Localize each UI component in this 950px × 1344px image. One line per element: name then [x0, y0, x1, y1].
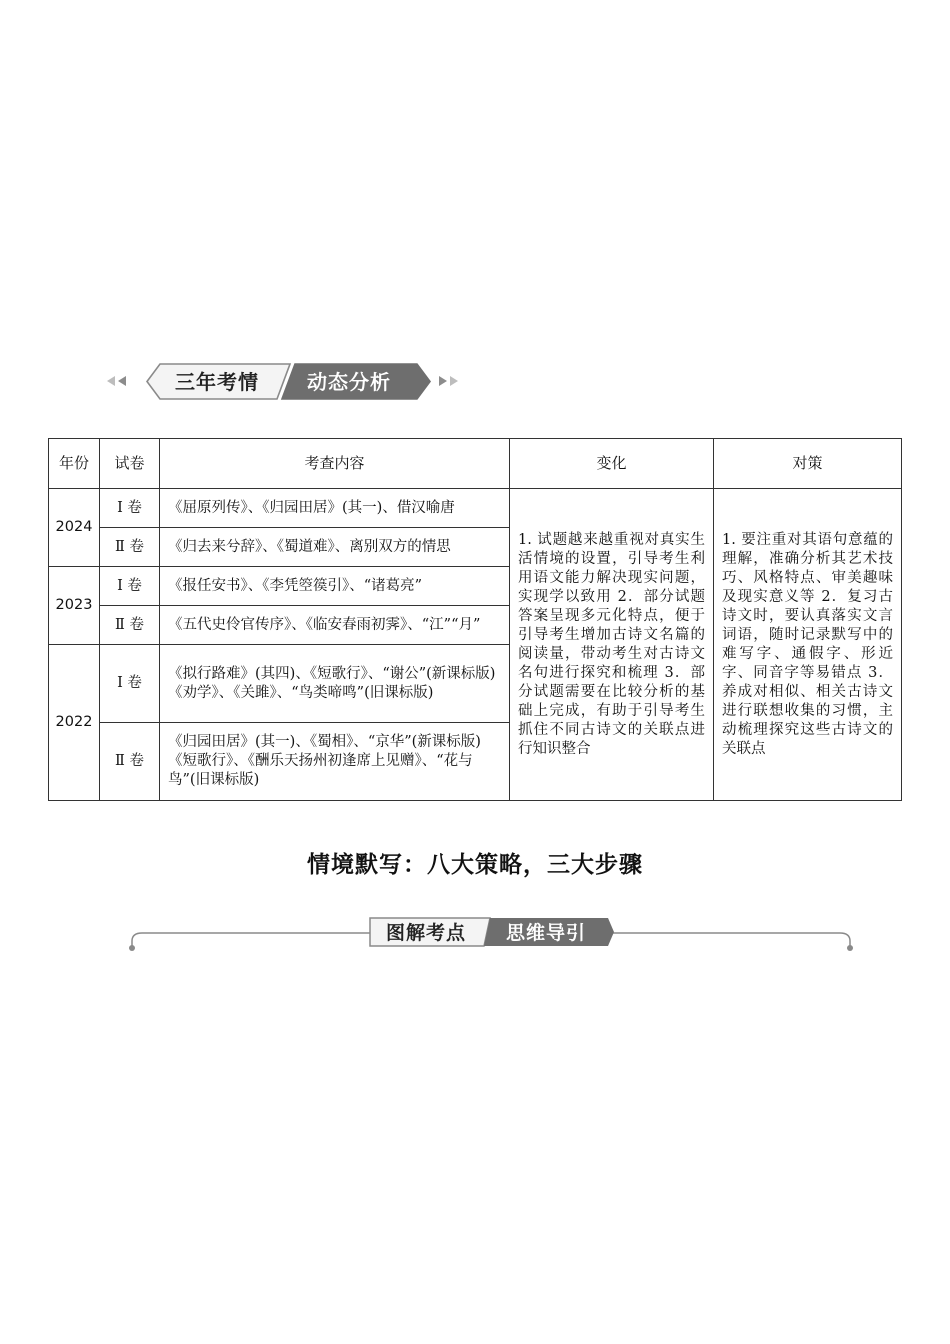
banner-title-right: 动态分析	[307, 370, 391, 394]
header-paper: 试卷	[100, 439, 160, 489]
content-cell: 《归园田居》(其一)、《蜀相》、“京华”(新课标版)《短歌行》、《酬乐天扬州初逢席上见赠》、“花与鸟”(旧课标版)	[160, 723, 510, 801]
strategy-cell: 1. 要注重对其语句意蕴的理解，准确分析其艺术技巧、风格特点、审美趣味及现实意义等 2．复习古诗文时，要认真落实文言词语，随时记录默写中的难写字、通假字、形近字、同音字等易错点 3．养成对相似、相关古诗文进行联想收集的习惯，主动梳理探究这些古诗文的关联点	[714, 489, 902, 801]
paper-cell: Ⅱ 卷	[100, 528, 160, 567]
content-cell: 《拟行路难》(其四)、《短歌行》、“谢公”(新课标版)《劝学》、《关雎》、“鸟类啼鸣”(旧课标版)	[160, 645, 510, 723]
section-title: 情境默写：八大策略，三大步骤	[307, 852, 643, 878]
table-header-row	[49, 439, 902, 489]
table-row	[49, 489, 902, 528]
content-cell: 《五代史伶官传序》、《临安春雨初霁》、“江”“月”	[160, 606, 510, 645]
content-cell: 《屈原列传》、《归园田居》(其一)、借汉喻唐	[160, 489, 510, 528]
header-year: 年份	[49, 439, 100, 489]
year-cell: 2024	[49, 489, 100, 567]
paper-cell: Ⅱ 卷	[100, 606, 160, 645]
section-banner-analysis	[105, 362, 475, 402]
header-change: 变化	[510, 439, 714, 489]
banner2-title-left: 图解考点	[386, 922, 467, 944]
section-banner-diagram	[128, 914, 854, 954]
paper-cell: Ⅱ 卷	[100, 723, 160, 801]
banner2-title-right: 思维导引	[506, 922, 587, 944]
banner-decoration-icon	[105, 362, 475, 402]
year-cell: 2023	[49, 567, 100, 645]
paper-cell: Ⅰ 卷	[100, 645, 160, 723]
change-cell: 1. 试题越来越重视对真实生活情境的设置，引导考生利用语文能力解决现实问题，实现学以致用 2．部分试题答案呈现多元化特点，便于引导考生增加古诗文名篇的阅读量，带动考生对古诗文名句进行探究和梳理 3．部分试题需要在比较分析的基础上完成，有助于引导考生抓住不同古诗文的关联点进行知识整合	[510, 489, 714, 801]
banner-title-left: 三年考情	[175, 370, 259, 394]
paper-cell: Ⅰ 卷	[100, 489, 160, 528]
exam-analysis-table	[48, 438, 902, 801]
header-content: 考查内容	[160, 439, 510, 489]
year-cell: 2022	[49, 645, 100, 801]
paper-cell: Ⅰ 卷	[100, 567, 160, 606]
banner-bracket-icon	[128, 914, 854, 954]
header-strategy: 对策	[714, 439, 902, 489]
content-cell: 《报任安书》、《李凭箜篌引》、“诸葛亮”	[160, 567, 510, 606]
content-cell: 《归去来兮辞》、《蜀道难》、离别双方的情思	[160, 528, 510, 567]
